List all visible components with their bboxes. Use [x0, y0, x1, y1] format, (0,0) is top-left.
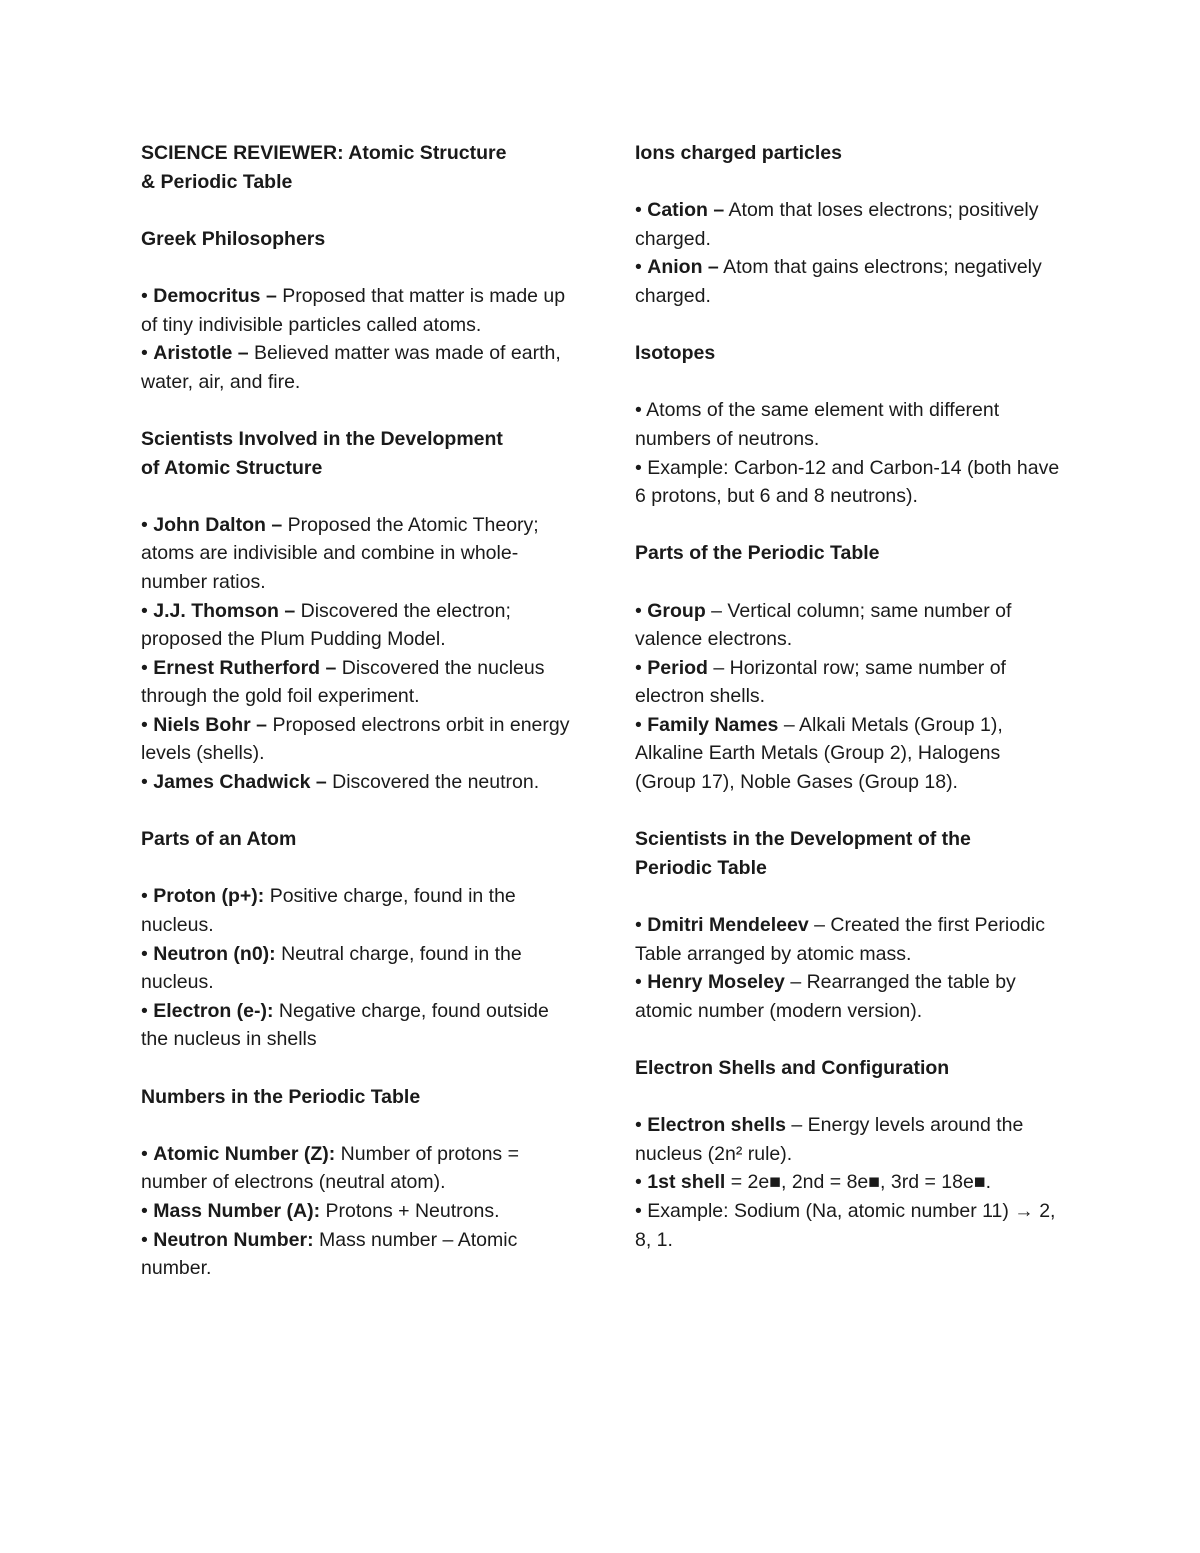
title-line-1: SCIENCE REVIEWER: Atomic Structure — [141, 142, 507, 164]
list-item-anion: • Anion – Atom that gains electrons; negatively charged. — [635, 256, 1042, 307]
right-column — [635, 139, 1065, 1254]
list-item-aristotle: • Aristotle – Believed matter was made of earth, water, air, and fire. — [141, 342, 561, 393]
isotopes-heading: Isotopes — [635, 342, 716, 365]
atomic-scientists-heading: Scientists Involved in the Development of Atomic Structure — [141, 427, 503, 479]
list-item-group: • Group – Vertical column; same number of valence electrons. — [635, 599, 1012, 651]
list-item-neutron: • Neutron (n0): Neutral charge, found in the nucleus. — [141, 942, 522, 994]
list-item-electron: • Electron (e-): Negative charge, found outside the nucleus in shells — [141, 999, 549, 1051]
list-item-period: • Period – Horizontal row; same number of electron shells. — [635, 656, 1006, 708]
title-line-2: & Periodic Table — [141, 170, 293, 193]
document-title — [141, 139, 571, 196]
electron-shells-heading: Electron Shells and Configuration — [635, 1057, 950, 1079]
list-item-dalton: • John Dalton – Proposed the Atomic Theory; atoms are indivisible and combine in whole-number ratios. — [141, 513, 539, 593]
left-column — [141, 139, 571, 1283]
periodic-scientists-heading: Scientists in the Development of the Periodic Table — [635, 828, 971, 879]
list-item-neutron-number: • Neutron Number: Mass number – Atomic number. — [141, 1228, 518, 1280]
list-item-sodium-example: • Example: Sodium (Na, atomic number 11) → 2, 8, 1. — [635, 1199, 1056, 1251]
list-item-mass-number: • Mass Number (A): Protons + Neutrons. — [141, 1199, 500, 1222]
list-item-isotope-definition: • Atoms of the same element with different numbers of neutrons. — [635, 399, 1000, 450]
list-item-mendeleev: • Dmitri Mendeleev – Created the first Periodic Table arranged by atomic mass. — [635, 914, 1045, 965]
list-item-bohr: • Niels Bohr – Proposed electrons orbit in energy levels (shells). — [141, 713, 570, 765]
atom-parts-heading: Parts of an Atom — [141, 828, 297, 851]
list-item-democritus: • Democritus – Proposed that matter is made up of tiny indivisible particles called atoms. — [141, 284, 566, 336]
list-item-isotope-example: • Example: Carbon-12 and Carbon-14 (both have 6 protons, but 6 and 8 neutrons). — [635, 456, 1060, 508]
greek-philosophers-heading: Greek Philosophers — [141, 227, 326, 250]
ions-heading: Ions charged particles — [635, 142, 842, 164]
periodic-parts-heading: Parts of the Periodic Table — [635, 542, 880, 565]
list-item-thomson: • J.J. Thomson – Discovered the electron; proposed the Plum Pudding Model. — [141, 599, 511, 651]
periodic-numbers-heading: Numbers in the Periodic Table — [141, 1085, 421, 1108]
list-item-atomic-number: • Atomic Number (Z): Number of protons = number of electrons (neutral atom). — [141, 1142, 519, 1194]
list-item-rutherford: • Ernest Rutherford – Discovered the nucleus through the gold foil experiment. — [141, 656, 545, 708]
list-item-cation: • Cation – Atom that loses electrons; positively charged. — [635, 199, 1039, 250]
list-item-electron-shells: • Electron shells – Energy levels around the nucleus (2n² rule). — [635, 1114, 1024, 1165]
list-item-proton: • Proton (p+): Positive charge, found in the nucleus. — [141, 885, 516, 937]
list-item-family-names: • Family Names – Alkali Metals (Group 1), Alkaline Earth Metals (Group 2), Halogens (Group 17), Noble Gases (Group 18). — [635, 713, 1003, 794]
list-item-moseley: • Henry Moseley – Rearranged the table by atomic number (modern version). — [635, 971, 1016, 1022]
list-item-chadwick: • James Chadwick – Discovered the neutron. — [141, 771, 540, 794]
list-item-shell-capacity: • 1st shell = 2e■, 2nd = 8e■, 3rd = 18e■. — [635, 1171, 992, 1194]
